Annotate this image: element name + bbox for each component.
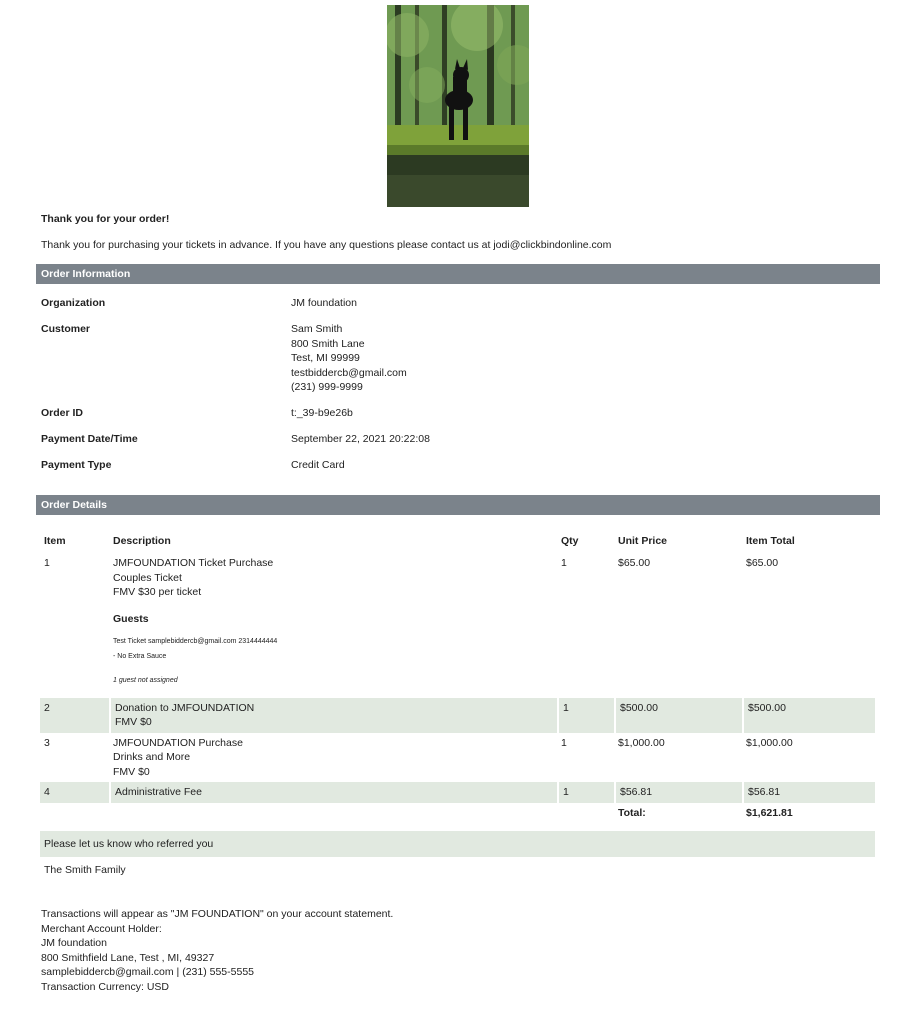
- guest-note: 1 guest not assigned: [113, 677, 178, 684]
- customer-email: testbiddercb@gmail.com: [291, 366, 407, 379]
- guest-line: Test Ticket samplebiddercb@gmail.com 2314444444: [113, 638, 278, 645]
- row-qty: 1: [561, 736, 567, 749]
- merchant-address: 800 Smithfield Lane, Test , MI, 49327: [41, 951, 215, 964]
- description-line: FMV $30 per ticket: [113, 586, 202, 598]
- guests-heading: Guests: [113, 612, 149, 625]
- merchant-name: JM foundation: [41, 937, 107, 949]
- description-line: JMFOUNDATION Purchase: [113, 736, 243, 749]
- customer-street: 800 Smith Lane: [291, 337, 365, 350]
- table-row: [40, 782, 875, 803]
- transaction-currency: Transaction Currency: USD: [41, 980, 169, 993]
- customer-details: [291, 322, 407, 395]
- description-line: JMFOUNDATION Ticket Purchase: [113, 557, 274, 569]
- table-row: [40, 553, 875, 698]
- referral-question: Please let us know who referred you: [40, 831, 875, 857]
- row-description: [109, 698, 557, 733]
- organization-value: JM foundation: [291, 297, 357, 309]
- description-line: Donation to JMFOUNDATION: [115, 701, 255, 714]
- row-qty: 1: [557, 782, 614, 803]
- thank-you-message: Thank you for purchasing your tickets in advance. If you have any questions please contact us at jodi@clickbindonline.com: [41, 239, 612, 251]
- merchant-contact: samplebiddercb@gmail.com | (231) 555-5555: [41, 966, 254, 978]
- customer-city: Test, MI 99999: [291, 352, 360, 364]
- column-item: Item: [44, 535, 66, 547]
- customer-phone: (231) 999-9999: [291, 381, 363, 393]
- thank-you-title: Thank you for your order!: [41, 213, 170, 225]
- row-qty: 1: [561, 557, 567, 569]
- payment-date-label: Payment Date/Time: [41, 433, 138, 445]
- column-description: Description: [113, 535, 171, 547]
- total-row: [40, 803, 875, 824]
- row-description: [109, 553, 557, 698]
- description-line: Administrative Fee: [115, 786, 202, 798]
- dog-photo-icon: [387, 5, 529, 207]
- column-unit-price: Unit Price: [618, 535, 668, 547]
- statement-note: Transactions will appear as "JM FOUNDATION" on your account statement.: [41, 908, 394, 920]
- referral-answer: The Smith Family: [44, 864, 126, 876]
- description-line: FMV $0: [113, 765, 150, 778]
- total-label: Total:: [618, 806, 646, 819]
- order-id-value: t:_39-b9e26b: [291, 407, 353, 419]
- row-item: 3: [44, 736, 50, 749]
- row-item: 1: [44, 557, 50, 569]
- payment-type-value: Credit Card: [291, 459, 345, 471]
- row-item-total: $65.00: [746, 557, 779, 569]
- customer-label: Customer: [41, 323, 91, 335]
- payment-type-label: Payment Type: [41, 459, 112, 471]
- column-qty: Qty: [561, 535, 579, 547]
- merchant-footer: [41, 907, 393, 994]
- row-unit-price: $500.00: [614, 698, 742, 733]
- merchant-holder-label: Merchant Account Holder:: [41, 922, 162, 935]
- row-unit-price: $65.00: [618, 557, 651, 569]
- row-description: [109, 782, 557, 803]
- description-line: Drinks and More: [113, 751, 191, 763]
- organization-label: Organization: [41, 297, 106, 309]
- row-description: [109, 733, 557, 783]
- row-item-total: $500.00: [742, 698, 875, 733]
- row-item-total: $56.81: [742, 782, 875, 803]
- order-details-table: [40, 529, 875, 823]
- column-item-total: Item Total: [746, 535, 795, 547]
- order-id-label: Order ID: [41, 407, 84, 419]
- description-line: FMV $0: [115, 716, 152, 728]
- row-item: 4: [40, 782, 109, 803]
- customer-name: Sam Smith: [291, 323, 343, 335]
- row-item-total: $1,000.00: [746, 736, 793, 749]
- order-details-heading: Order Details: [36, 495, 880, 515]
- table-row: [40, 698, 875, 733]
- table-row: [40, 733, 875, 783]
- order-information-heading: Order Information: [36, 264, 880, 284]
- description-line: Couples Ticket: [113, 571, 182, 584]
- row-unit-price: $1,000.00: [618, 736, 665, 749]
- row-item: 2: [40, 698, 109, 733]
- guest-option: - No Extra Sauce: [113, 653, 167, 660]
- total-value: $1,621.81: [746, 806, 793, 819]
- payment-date-value: September 22, 2021 20:22:08: [291, 433, 430, 445]
- hero-photo: [387, 5, 529, 207]
- row-unit-price: $56.81: [614, 782, 742, 803]
- row-qty: 1: [557, 698, 614, 733]
- table-header-row: [40, 529, 875, 553]
